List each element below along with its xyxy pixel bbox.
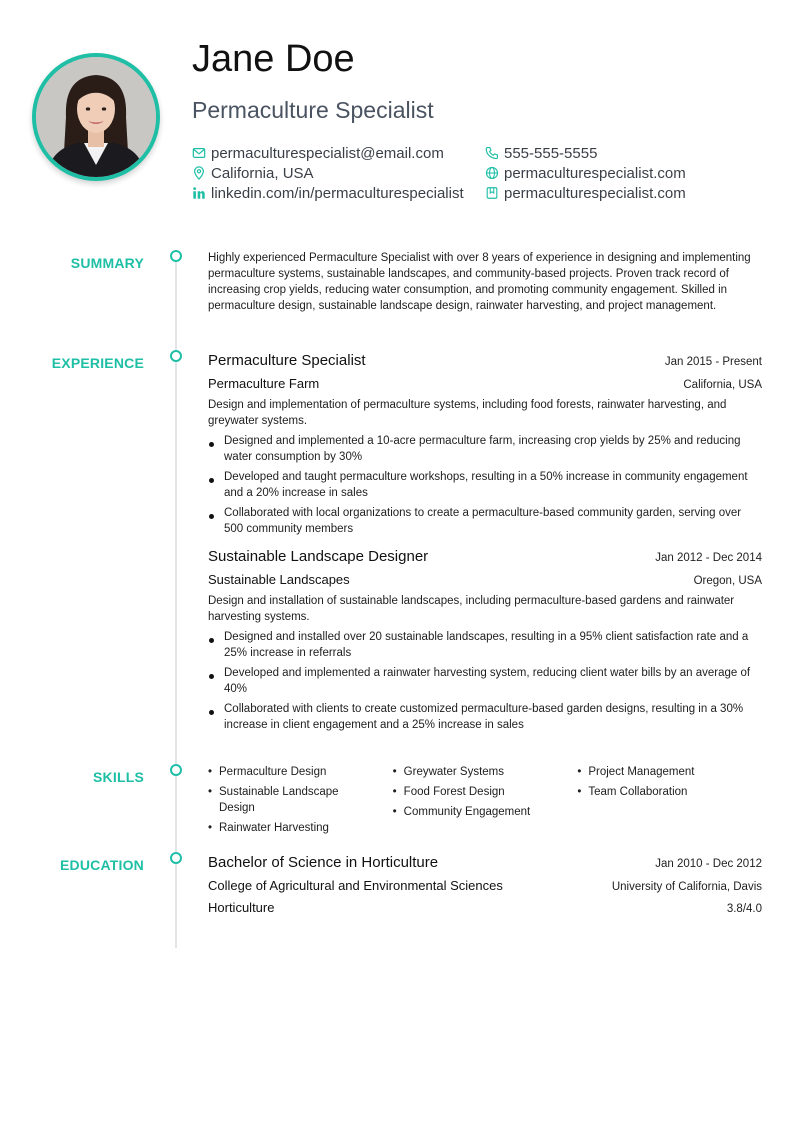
education-dates: Jan 2010 - Dec 2012 xyxy=(655,858,762,870)
profile-photo xyxy=(32,53,160,181)
timeline-dot-experience xyxy=(170,350,182,362)
bullet-item: Designed and installed over 20 sustainable landscapes, resulting in a 95% client satisfaction rate and a 25% increase in referrals xyxy=(208,629,762,661)
map-pin-icon xyxy=(192,166,206,180)
linkedin-text: linkedin.com/in/permaculturespecialist xyxy=(211,184,464,202)
contact-portfolio[interactable] xyxy=(485,183,686,203)
skill-item: • Project Management xyxy=(577,764,762,780)
skill-item: • Community Engagement xyxy=(393,804,578,820)
bullet-item: Collaborated with clients to create customized permaculture-based garden designs, resulting in a 30% increase in client engagement and a 25% increase in sales xyxy=(208,701,762,733)
skills-column xyxy=(208,764,393,840)
section-label-skills: SKILLS xyxy=(93,769,144,785)
education-school: College of Agricultural and Environmental Sciences xyxy=(208,878,503,893)
skill-item: • Sustainable Landscape Design xyxy=(208,784,348,816)
job-location: California, USA xyxy=(683,379,762,391)
job-company: Sustainable Landscapes xyxy=(208,572,350,587)
education-section xyxy=(208,853,762,917)
email-text: permaculturespecialist@email.com xyxy=(211,144,444,162)
job-bullets xyxy=(208,629,762,733)
contact-website[interactable] xyxy=(485,163,686,183)
job-title-heading: Permaculture Specialist xyxy=(192,97,434,123)
skill-item: • Permaculture Design xyxy=(208,764,393,780)
bullet-item: Developed and taught permaculture workshops, resulting in a 50% increase in community engagement and a 20% increase in sales xyxy=(208,469,762,501)
globe-icon xyxy=(485,166,499,180)
location-text: California, USA xyxy=(211,164,314,182)
job-description: Design and implementation of permaculture systems, including food forests, rainwater harvesting, and greywater systems. xyxy=(208,399,727,427)
job-location: Oregon, USA xyxy=(693,575,762,587)
contact-phone[interactable] xyxy=(485,143,686,163)
timeline-dot-summary xyxy=(170,250,182,262)
summary-text: Highly experienced Permaculture Specialist with over 8 years of experience in designing and implementing permaculture systems, sustainable landscapes, and community-based projects. Proven track record of increasing crop yields, reducing water consumption, and promoting community engagement. Skilled in permaculture design, sustainable landscape design, rainwater harvesting, and project management. xyxy=(208,252,751,312)
contact-column-left xyxy=(192,143,464,203)
education-field: Horticulture xyxy=(208,900,275,915)
job-description: Design and installation of sustainable landscapes, including permaculture-based gardens and rainwater harvesting systems. xyxy=(208,595,735,623)
job-bullets xyxy=(208,433,762,537)
skill-item: • Team Collaboration xyxy=(577,784,762,800)
summary-section xyxy=(208,250,762,314)
portfolio-text: permaculturespecialist.com xyxy=(504,184,686,202)
bullet-item: Developed and implemented a rainwater harvesting system, reducing client water bills by an average of 40% xyxy=(208,665,762,697)
bookmark-icon xyxy=(485,186,499,200)
linkedin-icon xyxy=(192,186,206,200)
job-title: Sustainable Landscape Designer xyxy=(208,548,429,565)
skills-section xyxy=(208,764,762,840)
section-label-education: EDUCATION xyxy=(60,857,144,873)
education-gpa: 3.8/4.0 xyxy=(726,903,762,915)
skill-item: • Greywater Systems xyxy=(393,764,578,780)
mail-icon xyxy=(192,146,206,160)
job-entry xyxy=(208,547,762,733)
contact-linkedin[interactable] xyxy=(192,183,464,203)
education-degree: Bachelor of Science in Horticulture xyxy=(208,854,439,871)
skills-column xyxy=(393,764,578,840)
profile-photo-image xyxy=(36,57,156,177)
section-label-summary: SUMMARY xyxy=(70,255,144,271)
job-dates: Jan 2012 - Dec 2014 xyxy=(655,552,762,564)
skill-item: • Food Forest Design xyxy=(393,784,578,800)
job-dates: Jan 2015 - Present xyxy=(664,356,762,368)
job-entry xyxy=(208,351,762,537)
education-university: University of California, Davis xyxy=(611,881,762,893)
experience-section xyxy=(208,351,762,737)
phone-icon xyxy=(485,146,499,160)
contact-location xyxy=(192,163,464,183)
website-text: permaculturespecialist.com xyxy=(504,164,686,182)
bullet-item: Collaborated with local organizations to create a permaculture-based community garden, serving over 500 community members xyxy=(208,505,762,537)
skill-item: • Rainwater Harvesting xyxy=(208,820,393,836)
phone-text: 555-555-5555 xyxy=(504,144,598,162)
contact-email[interactable] xyxy=(192,143,464,163)
section-label-experience: EXPERIENCE xyxy=(51,355,144,371)
skills-column xyxy=(577,764,762,840)
bullet-item: Designed and implemented a 10-acre permaculture farm, increasing crop yields by 25% and reducing water consumption by 30% xyxy=(208,433,762,465)
contact-column-right xyxy=(485,143,686,203)
job-company: Permaculture Farm xyxy=(208,376,320,391)
job-title: Permaculture Specialist xyxy=(208,352,366,369)
timeline-dot-skills xyxy=(170,764,182,776)
candidate-name: Jane Doe xyxy=(192,38,355,80)
timeline-dot-education xyxy=(170,852,182,864)
